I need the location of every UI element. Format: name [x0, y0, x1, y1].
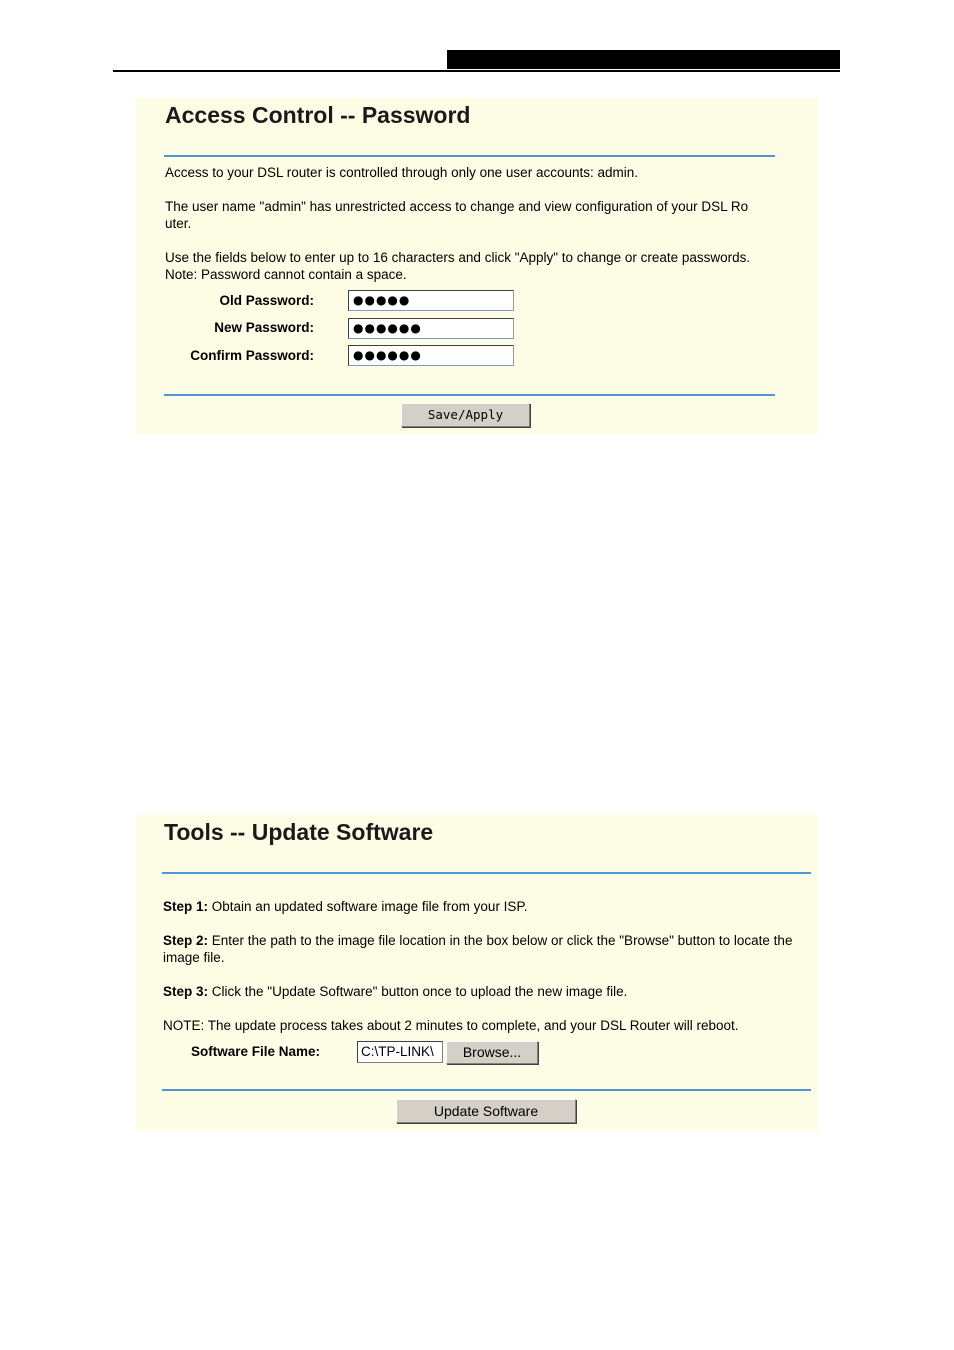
admin-text-line1: The user name "admin" has unrestricted access to change and view configuration of your DSL Ro: [165, 199, 749, 214]
step-2-label: Step 2:: [163, 933, 209, 948]
access-control-title: Access Control -- Password: [165, 102, 471, 128]
step-2-text-continued: image file.: [163, 950, 225, 965]
instructions-line2: Note: Password cannot contain a space.: [165, 267, 407, 282]
title-divider: [164, 155, 775, 157]
software-file-name-label: Software File Name:: [191, 1044, 321, 1059]
update-software-button[interactable]: Update Software: [396, 1099, 576, 1123]
instructions-line1: Use the fields below to enter up to 16 characters and click "Apply" to change or create passwords.: [165, 250, 751, 265]
update-software-panel: [136, 815, 818, 1131]
access-control-panel: [136, 98, 818, 434]
bottom-divider: [164, 394, 775, 396]
step-1-text: Obtain an updated software image file from your ISP.: [211, 899, 528, 914]
step-3-label: Step 3:: [163, 984, 209, 999]
bottom-divider: [162, 1089, 811, 1091]
new-password-input[interactable]: ●●●●●●: [348, 318, 514, 339]
old-password-label: Old Password:: [219, 293, 314, 308]
title-divider: [162, 872, 811, 874]
step-2-text: Enter the path to the image file location in the box below or click the "Browse" button to locate the: [211, 933, 793, 948]
intro-text: Access to your DSL router is controlled through only one user accounts: admin.: [165, 165, 638, 180]
browse-button[interactable]: Browse...: [446, 1041, 538, 1064]
step-3-text: Click the "Update Software" button once to upload the new image file.: [211, 984, 628, 999]
step-1-label: Step 1:: [163, 899, 209, 914]
new-password-label: New Password:: [214, 320, 314, 335]
step-2: [163, 932, 792, 949]
document-header-rule: [113, 70, 840, 72]
old-password-input[interactable]: ●●●●●: [348, 290, 514, 311]
save-apply-button[interactable]: Save/Apply: [401, 403, 530, 427]
admin-text-line2: uter.: [165, 216, 192, 231]
document-header-bar: [447, 50, 840, 69]
software-file-input[interactable]: C:\TP-LINK\: [357, 1041, 443, 1063]
update-note: NOTE: The update process takes about 2 minutes to complete, and your DSL Router will reboot.: [163, 1018, 739, 1033]
update-software-title: Tools -- Update Software: [164, 819, 434, 845]
confirm-password-label: Confirm Password:: [190, 348, 314, 363]
confirm-password-input[interactable]: ●●●●●●: [348, 345, 514, 366]
step-1: [163, 898, 527, 915]
step-3: [163, 983, 627, 1000]
